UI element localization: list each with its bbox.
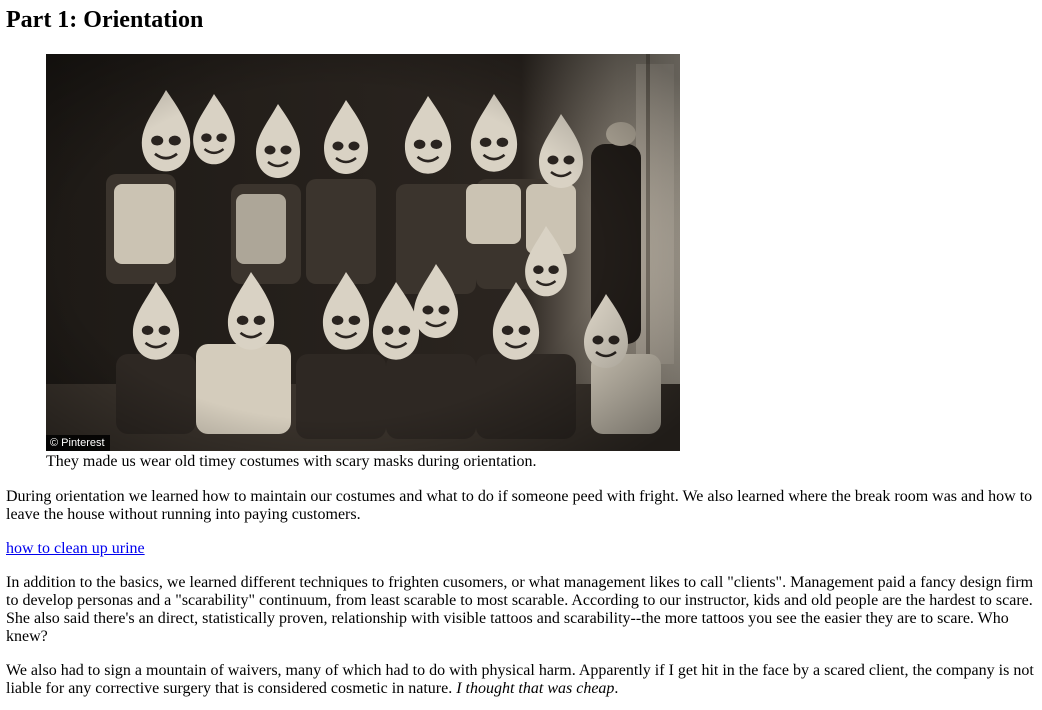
waivers-emphasis: I thought that was cheap [456,680,615,697]
article [6,0,1036,698]
link-paragraph [6,540,1036,558]
orientation-photo [46,54,680,451]
paragraph-waivers [6,662,1036,698]
paragraph-techniques: In addition to the basics, we learned different techniques to frighten cusomers, or what management likes to call "clients". Management paid a fancy design firm to develop personas and a "scarability" continuum, from least scarable to most scarable. According to our instructor, kids and old people are the hardest to scare. She also said there's an direct, statistically proven, relationship with visible tattoos and scarability--the more tattoos you see the easier they are to scare. Who knew? [6,574,1034,645]
photo-caption: They made us wear old timey costumes with scary masks during orientation. [46,453,537,470]
waivers-end: . [614,680,619,697]
paragraph-orientation: During orientation we learned how to maintain our costumes and what to do if someone peed with fright. We also learned where the break room was and how to leave the house without running into paying customers. [6,488,1033,523]
waivers-text: We also had to sign a mountain of waivers, many of which had to do with physical harm. Apparently if I get hit in the face by a scared client, the company is not liable for any corrective surgery that is considered cosmetic in nature. [6,662,1034,697]
clean-up-urine-link[interactable]: how to clean up urine [6,540,145,557]
photo-figure [46,54,680,471]
photo-credit: © Pinterest [46,435,110,451]
page-title: Part 1: Orientation [6,7,204,33]
photo-illustration [46,54,680,451]
